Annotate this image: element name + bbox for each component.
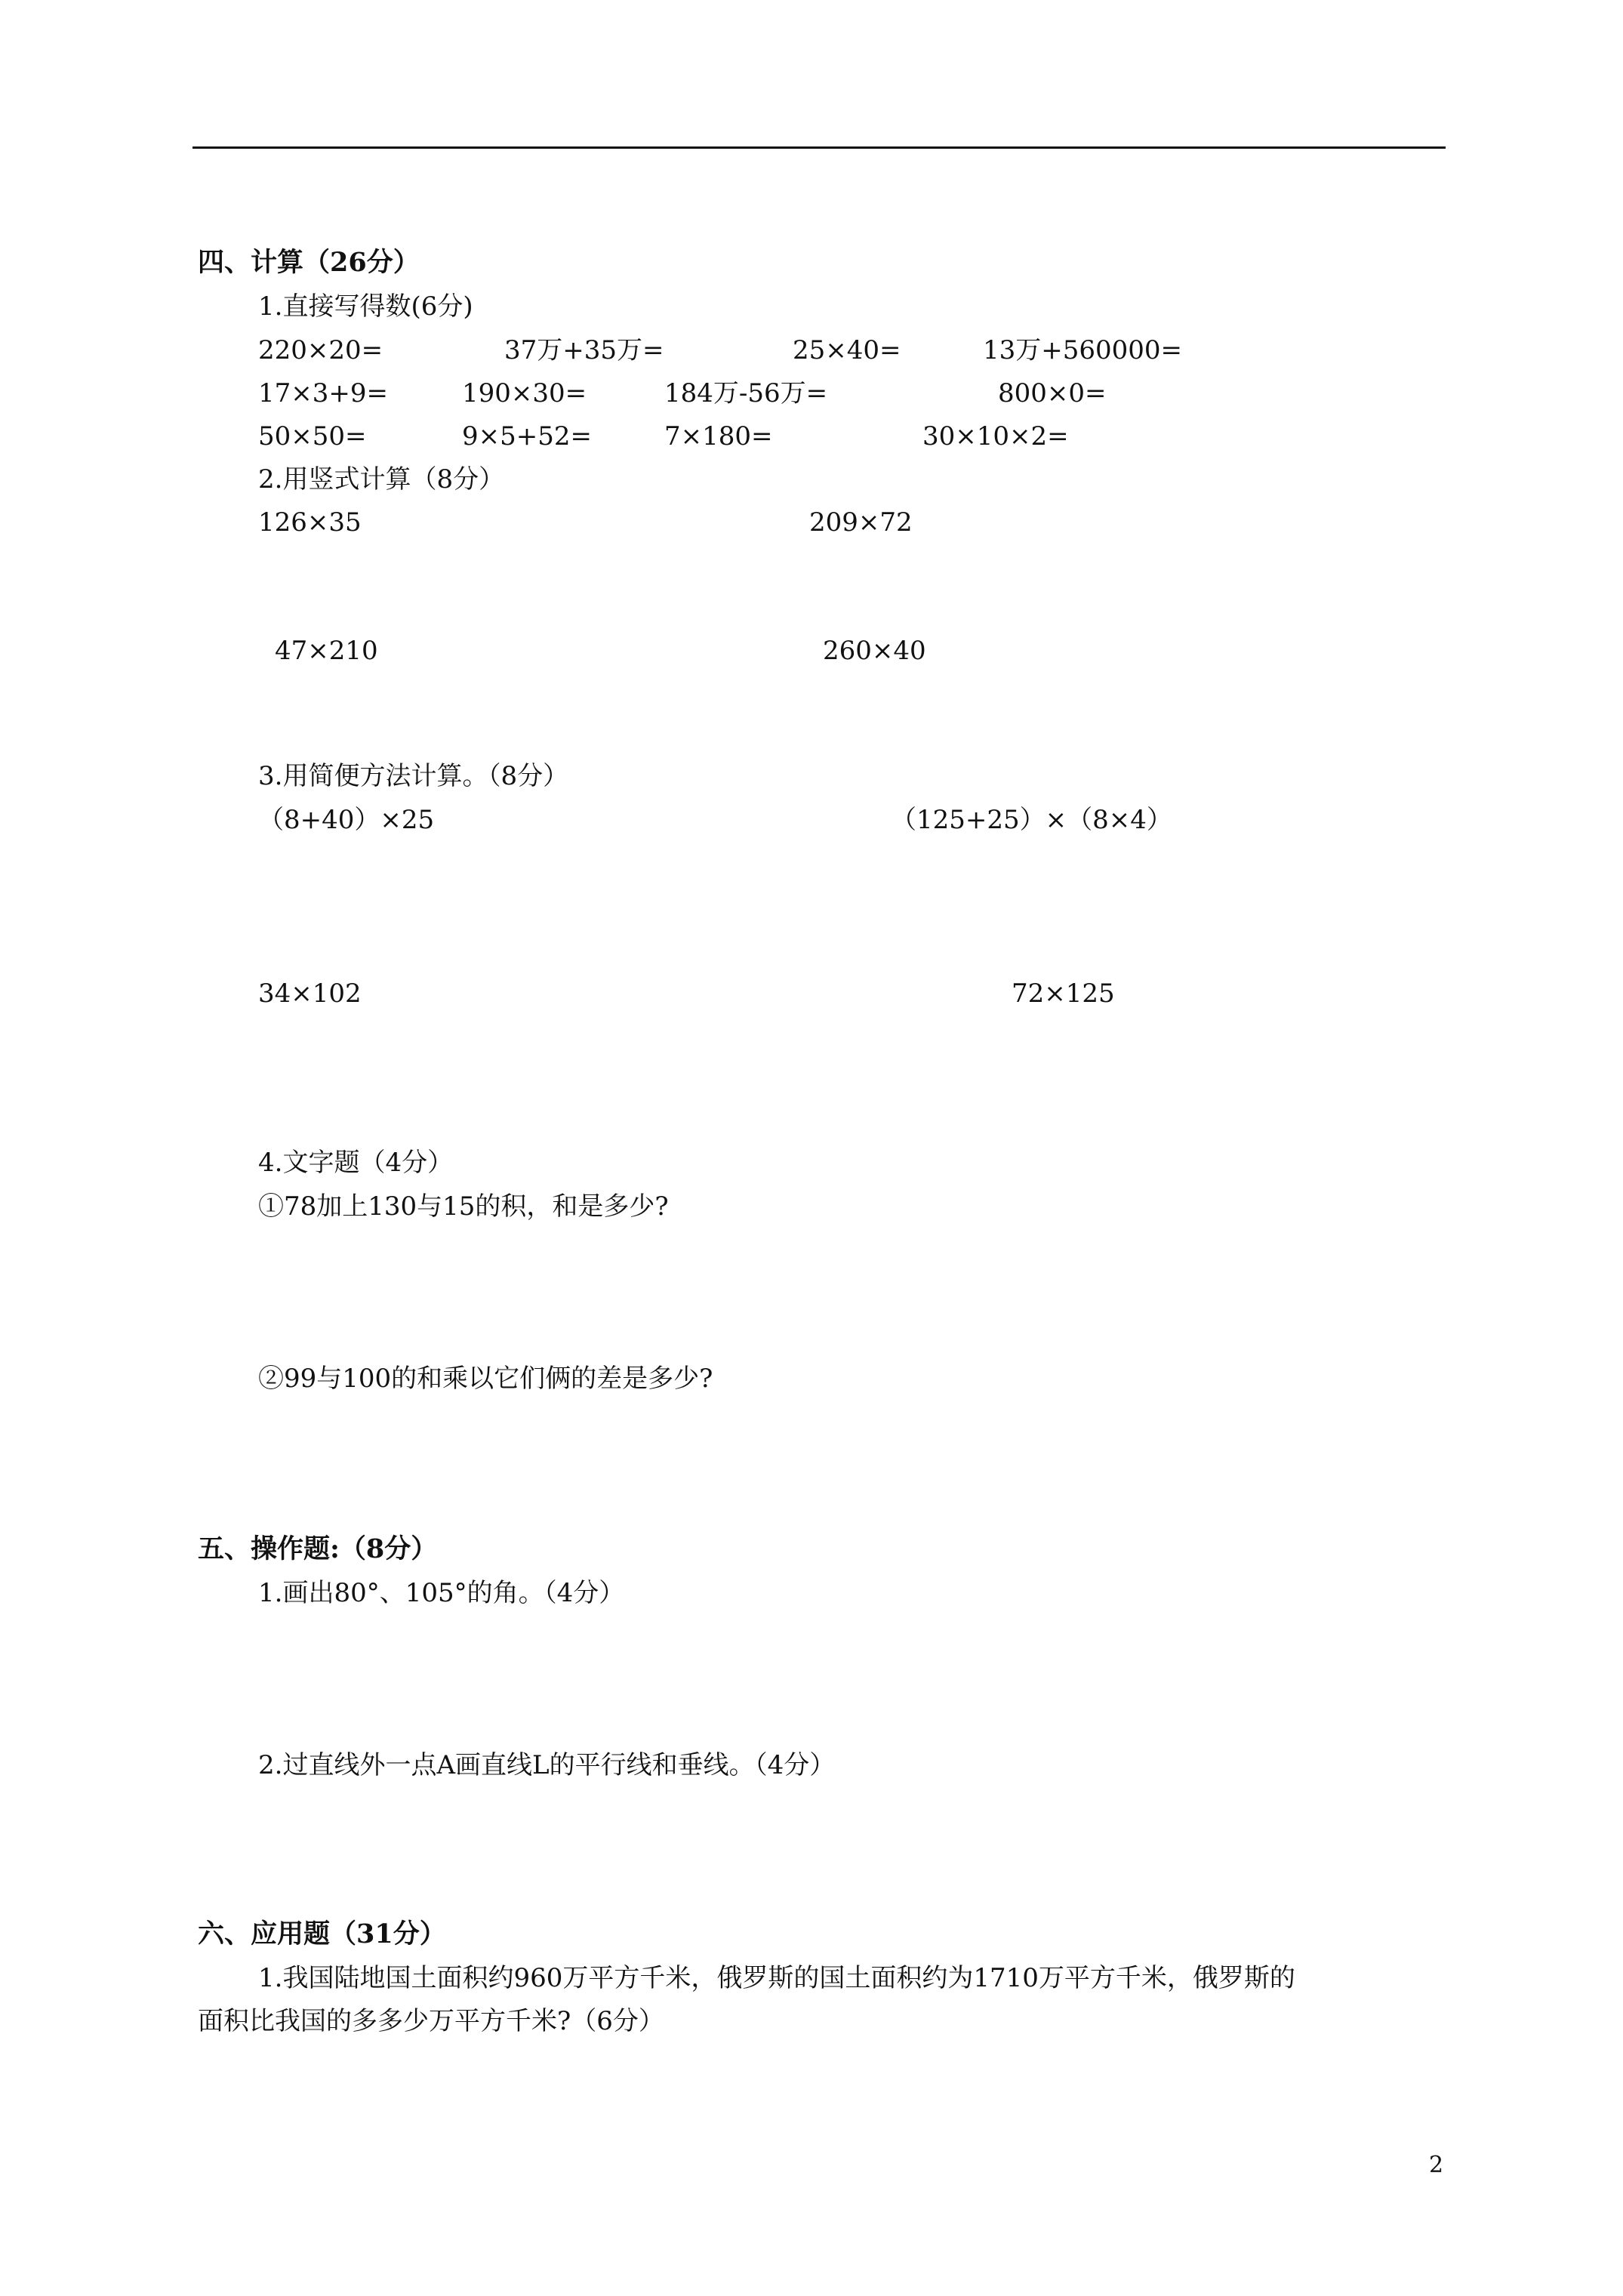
section5-title: 五、操作题:（8分）	[198, 1533, 438, 1564]
q1-title: 1.直接写得数(6分)	[258, 291, 473, 322]
q2-title: 2.用竖式计算（8分）	[258, 464, 505, 495]
q2-item: 260×40	[823, 636, 926, 666]
q2-item: 126×35	[258, 507, 362, 538]
q1-item: 7×180=	[664, 421, 773, 451]
section6-title: 六、应用题（31分）	[198, 1918, 446, 1949]
q3-item: 72×125	[1012, 978, 1115, 1009]
section6-q1-line2: 面积比我国的多多少万平方千米?（6分）	[198, 2006, 664, 2036]
q4-title: 4.文字题（4分）	[258, 1148, 454, 1178]
q3-item: （125+25）×（8×4）	[891, 805, 1172, 835]
q3-item: （8+40）×25	[258, 805, 435, 835]
q1-item: 13万+560000=	[983, 335, 1183, 365]
q1-item: 37万+35万=	[504, 335, 664, 365]
q4-item: ①78加上130与15的积，和是多少?	[258, 1191, 669, 1222]
q2-item: 209×72	[809, 507, 913, 538]
q1-item: 220×20=	[258, 335, 383, 365]
section5-item: 1.画出80°、105°的角。（4分）	[258, 1578, 625, 1608]
q2-item: 47×210	[275, 636, 378, 666]
q1-item: 184万-56万=	[664, 378, 828, 408]
section5-item: 2.过直线外一点A画直线L的平行线和垂线。（4分）	[258, 1750, 836, 1780]
q3-title: 3.用简便方法计算。（8分）	[258, 761, 569, 791]
q1-item: 190×30=	[462, 378, 587, 408]
q3-item: 34×102	[258, 978, 362, 1009]
q1-item: 25×40=	[793, 335, 901, 365]
q1-item: 9×5+52=	[462, 421, 592, 451]
q1-item: 50×50=	[258, 421, 367, 451]
page-number: 2	[1429, 2152, 1444, 2178]
section4-title: 四、计算（26分）	[198, 247, 420, 278]
section6-q1-line1: 1.我国陆地国土面积约960万平方千米，俄罗斯的国土面积约为1710万平方千米，俄罗斯的	[258, 1963, 1295, 1993]
header-rule	[192, 146, 1446, 149]
q1-item: 30×10×2=	[922, 421, 1069, 451]
q1-item: 800×0=	[998, 378, 1107, 408]
q1-item: 17×3+9=	[258, 378, 388, 408]
q4-item: ②99与100的和乘以它们俩的差是多少?	[258, 1364, 713, 1394]
